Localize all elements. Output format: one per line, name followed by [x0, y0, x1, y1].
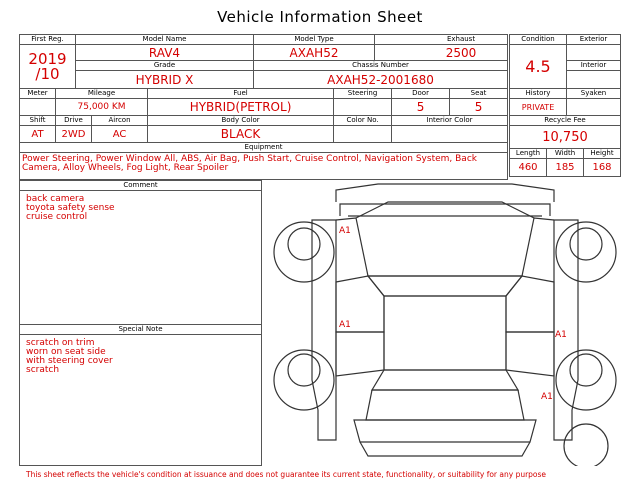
seat-value: 5	[450, 99, 508, 116]
grade-label: Grade	[76, 61, 254, 71]
width-label: Width	[547, 149, 584, 159]
meter-value	[20, 99, 56, 116]
syaken-value	[567, 99, 621, 116]
equipment-label: Equipment	[20, 143, 508, 153]
length-label: Length	[510, 149, 547, 159]
wheel-hub-rl-icon	[288, 354, 320, 386]
special-note-label: Special Note	[20, 325, 261, 335]
damage-marker: A1	[339, 320, 351, 330]
condition-value: 4.5	[510, 45, 567, 89]
interior-value	[567, 71, 621, 89]
comment-label: Comment	[20, 181, 261, 191]
first-reg-value	[20, 45, 76, 89]
history-value: PRIVATE	[510, 99, 567, 116]
drive-label: Drive	[56, 116, 92, 126]
history-label: History	[510, 89, 567, 99]
door-value: 5	[392, 99, 450, 116]
color-no-value	[334, 126, 392, 143]
wheel-rear-right-icon	[556, 350, 616, 410]
recycle-fee-label: Recycle Fee	[510, 116, 621, 126]
height-value: 168	[584, 159, 621, 177]
equipment-value: Power Steering, Power Window All, ABS, Air Bag, Push Start, Cruise Control, Navigation System, Back Camera, Alloy Wheels, Fog Light, Rear Spoiler	[20, 153, 508, 180]
door-label: Door	[392, 89, 450, 99]
windshield-icon	[368, 276, 522, 296]
aircon-value: AC	[92, 126, 148, 143]
wheel-hub-fl-icon	[288, 228, 320, 260]
front-bumper-icon	[336, 184, 554, 202]
damage-marker: A1	[541, 392, 553, 402]
exterior-label: Exterior	[567, 35, 621, 45]
interior-label: Interior	[567, 61, 621, 71]
length-value: 460	[510, 159, 547, 177]
aircon-label: Aircon	[92, 116, 148, 126]
exhaust-label: Exhaust	[375, 35, 508, 45]
interior-color-value	[392, 126, 508, 143]
model-type-label: Model Type	[254, 35, 375, 45]
details-table	[19, 88, 508, 180]
mileage-value: 75,000 KM	[56, 99, 148, 116]
steering-label: Steering	[334, 89, 392, 99]
wheel-front-left-icon	[274, 222, 334, 282]
shift-value: AT	[20, 126, 56, 143]
body-color-label: Body Color	[148, 116, 334, 126]
meter-label: Meter	[20, 89, 56, 99]
height-label: Height	[584, 149, 621, 159]
chassis-value: AXAH52-2001680	[254, 71, 508, 89]
exhaust-value: 2500	[375, 45, 508, 61]
first-reg-year: 2019	[28, 49, 67, 68]
body-color-value: BLACK	[148, 126, 334, 143]
fuel-value: HYBRID(PETROL)	[148, 99, 334, 116]
wheel-hub-rr-icon	[570, 354, 602, 386]
chassis-label: Chassis Number	[254, 61, 508, 71]
syaken-label: Syaken	[567, 89, 621, 99]
wheel-front-right-icon	[556, 222, 616, 282]
grade-value: HYBRID X	[76, 71, 254, 89]
interior-color-label: Interior Color	[392, 116, 508, 126]
special-note-box	[19, 324, 262, 466]
hood-icon	[356, 202, 534, 276]
condition-table	[509, 34, 621, 89]
seat-label: Seat	[450, 89, 508, 99]
steering-value	[334, 99, 392, 116]
trunk-icon	[366, 390, 524, 420]
footer-disclaimer: This sheet reflects the vehicle's condition at issuance and does not guarantee its current state, functionality, or suitability for any purpose	[26, 470, 547, 479]
rear-right-door-icon	[506, 332, 554, 376]
damage-marker: A1	[339, 226, 351, 236]
fuel-label: Fuel	[148, 89, 334, 99]
mileage-label: Mileage	[56, 89, 148, 99]
wheel-hub-fr-icon	[570, 228, 602, 260]
spare-wheel-icon	[564, 424, 608, 466]
drive-value: 2WD	[56, 126, 92, 143]
front-right-door-icon	[506, 276, 554, 332]
sheet-title: Vehicle Information Sheet	[217, 8, 423, 26]
model-name-label: Model Name	[76, 35, 254, 45]
rear-left-door-icon	[336, 332, 384, 376]
roof-icon	[384, 296, 506, 370]
first-reg-month: /10	[35, 64, 60, 83]
car-damage-diagram	[268, 180, 622, 466]
width-value: 185	[547, 159, 584, 177]
header-table	[19, 34, 508, 89]
damage-marker: A1	[555, 330, 567, 340]
recycle-fee-value: 10,750	[510, 126, 621, 149]
color-no-label: Color No.	[334, 116, 392, 126]
first-reg-label: First Reg.	[20, 35, 76, 45]
rear-window-icon	[372, 370, 518, 390]
exterior-value	[567, 45, 621, 61]
comment-text: back camera toyota safety sense cruise control	[26, 194, 115, 222]
model-type-value: AXAH52	[254, 45, 375, 61]
model-name-value: RAV4	[76, 45, 254, 61]
left-side-icon	[312, 220, 336, 440]
shift-label: Shift	[20, 116, 56, 126]
special-note-text: scratch on trim worn on seat side with steering cover scratch	[26, 338, 113, 375]
condition-label: Condition	[510, 35, 567, 45]
history-table	[509, 88, 621, 177]
wheel-rear-left-icon	[274, 350, 334, 410]
comment-box	[19, 180, 262, 325]
rear-bumper-icon	[354, 420, 536, 442]
